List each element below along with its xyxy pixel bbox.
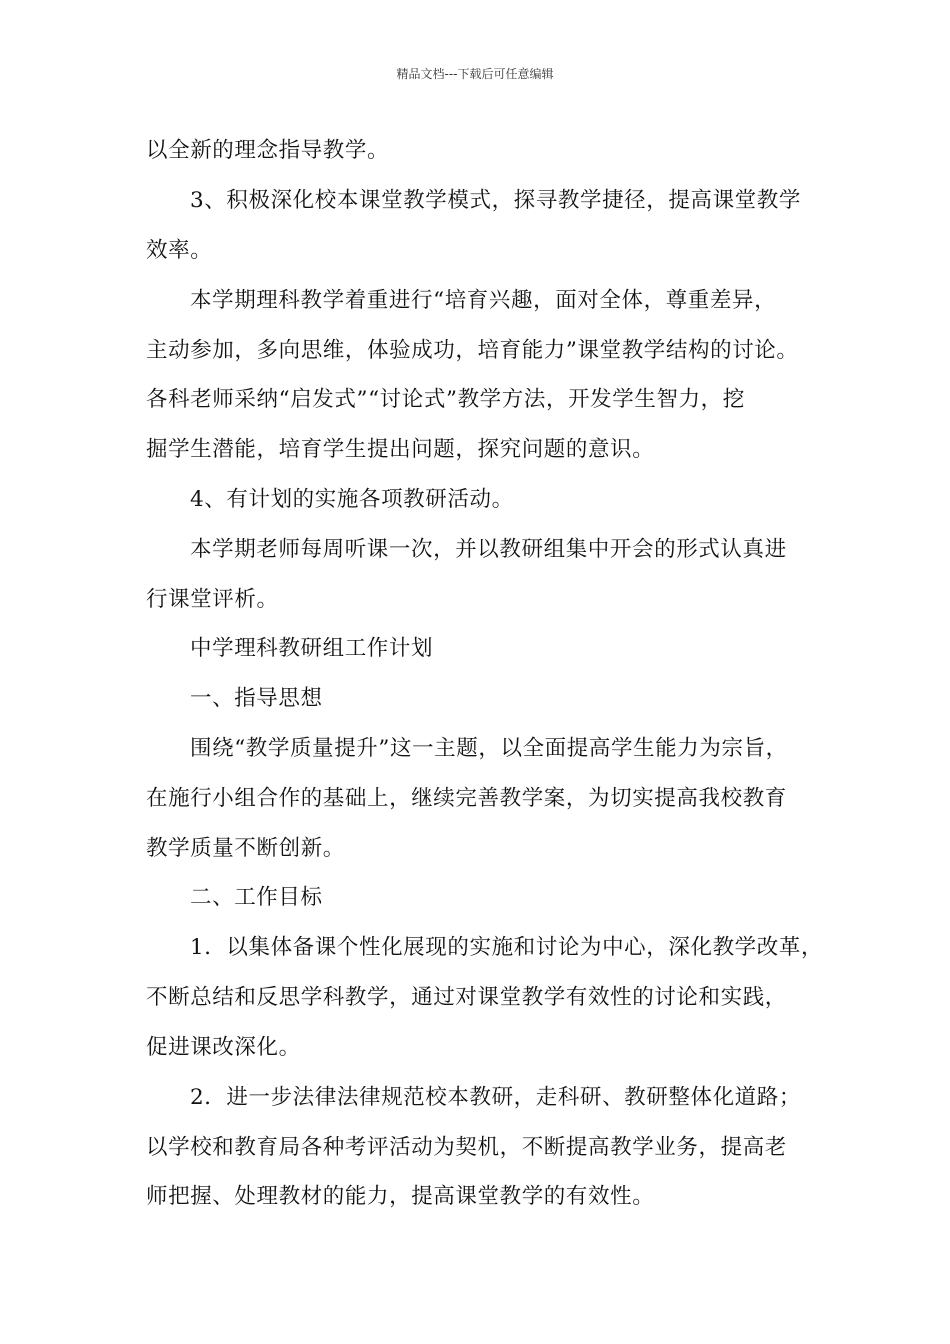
body-line: 教学质量不断创新。 xyxy=(146,836,345,861)
body-line: 以学校和教育局各种考评活动为契机，不断提高教学业务，提高老 xyxy=(146,1135,787,1160)
body-line: 各科老师采纳“启发式”“讨论式”教学方法，开发学生智力，挖 xyxy=(146,387,745,412)
body-line: 以全新的理念指导教学。 xyxy=(146,138,390,163)
body-line: 本学期理科教学着重进行“培育兴趣，面对全体，尊重差异， xyxy=(190,288,777,313)
body-line: 不断总结和反思学科教学，通过对课堂教学有效性的讨论和实践， xyxy=(146,985,787,1010)
body-line: 2．进一步法律法律规范校本教研，走科研、教研整体化道路； xyxy=(190,1085,801,1110)
section-title: 中学理科教研组工作计划 xyxy=(190,636,434,661)
body-line: 主动参加，多向思维，体验成功，培育能力”课堂教学结构的讨论。 xyxy=(146,338,799,363)
body-line: 围绕“教学质量提升”这一主题，以全面提高学生能力为宗旨， xyxy=(190,736,788,761)
body-line: 师把握、处理教材的能力，提高课堂教学的有效性。 xyxy=(146,1184,655,1209)
section-heading: 一、指导思想 xyxy=(190,686,323,711)
page-header: 精品文档---下载后可任意编辑 xyxy=(396,67,554,81)
body-line: 行课堂评析。 xyxy=(146,587,279,612)
body-line: 1．以集体备课个性化展现的实施和讨论为中心，深化教学改革， xyxy=(190,935,824,960)
section-heading: 二、工作目标 xyxy=(190,885,323,910)
body-line: 3、积极深化校本课堂教学模式，探寻教学捷径，提高课堂教学 xyxy=(190,188,801,213)
body-line: 4、有计划的实施各项教研活动。 xyxy=(190,487,514,512)
body-line: 本学期老师每周听课一次，并以教研组集中开会的形式认真进 xyxy=(190,537,787,562)
body-line: 促进课改深化。 xyxy=(146,1035,301,1060)
body-line: 效率。 xyxy=(146,238,213,263)
body-line: 掘学生潜能，培育学生提出问题，探究问题的意识。 xyxy=(146,437,655,462)
body-line: 在施行小组合作的基础上，继续完善教学案，为切实提高我校教育 xyxy=(146,786,787,811)
